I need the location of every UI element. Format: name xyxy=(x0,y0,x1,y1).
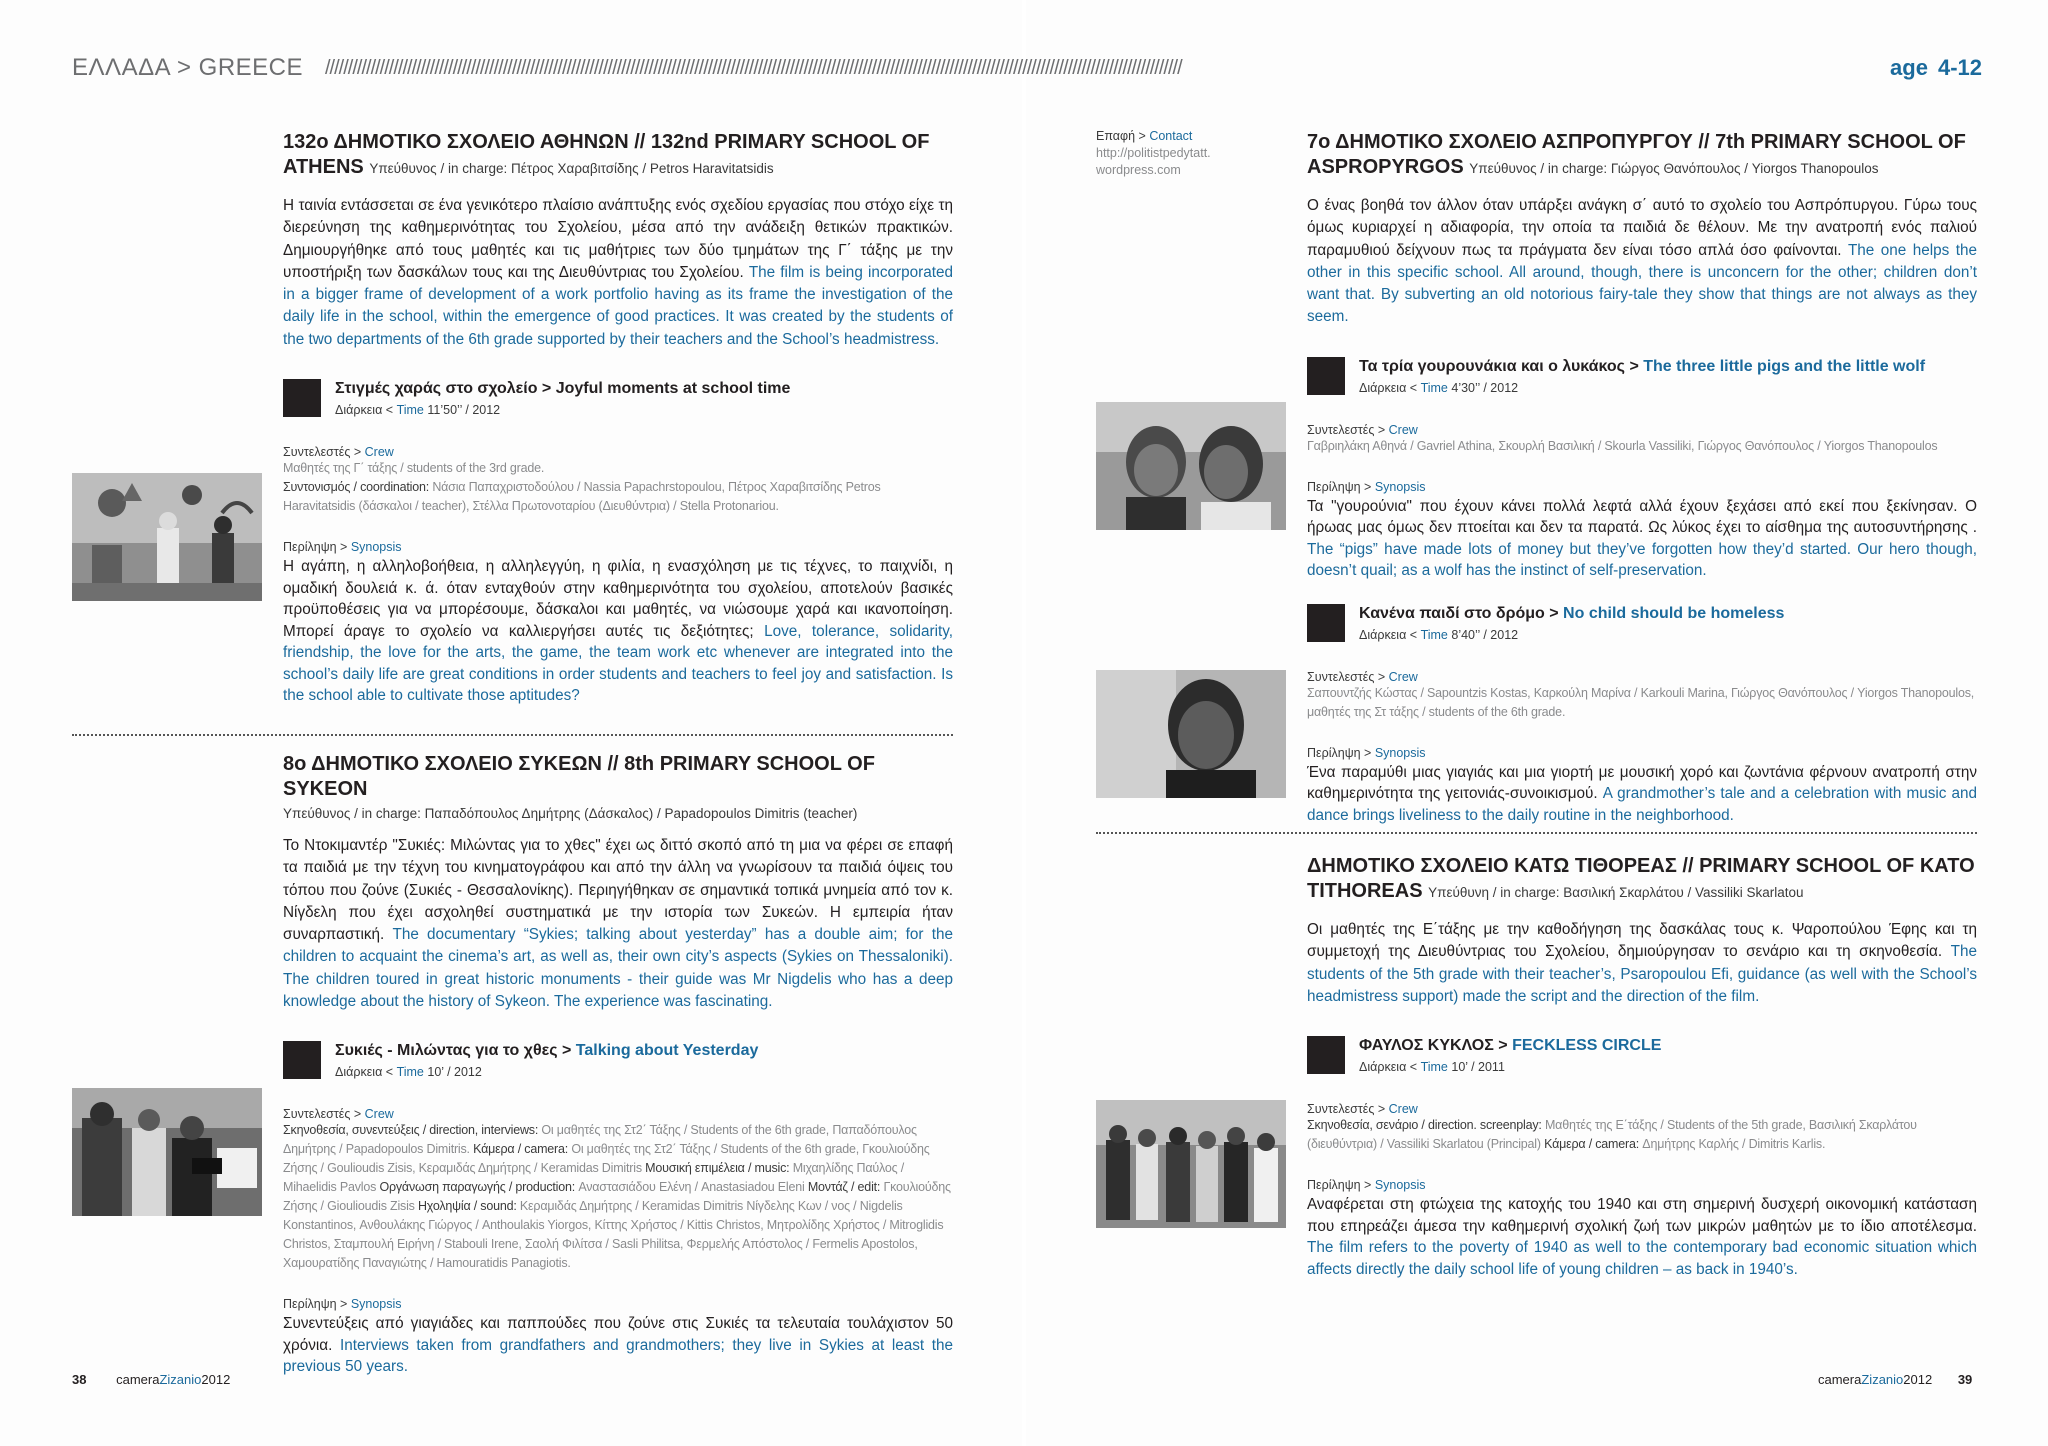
crew-label: Συντελεστές > Crew xyxy=(283,445,394,460)
section-divider xyxy=(1096,832,1977,834)
school-description: Το Ντοκιμαντέρ "Συκιές: Μιλώντας για το χθες" έχει ως διττό σκοπό από τη μια να φέρει σε επαφή τα παιδιά με την τέχνη του κινηματογράφου και από την άλλη να γνωρίσουν τα παιδιά όψεις του τόπου που ζούνε (Συκιές - Θεσσαλονίκης). Περιηγήθηκαν σε σημαντικά τοπικά μνημεία από τον κ. Νίγδελη που έχει ασχοληθεί συστηματικά με την ιστορία των Συκεών. Η εμπειρία ήταν συναρπαστική. The documentary “Sykies; talking about yesterday” has a double aim; for the children to acquaint the cinema’s art, as well as, their own city’s aspects (Sykies on Thessaloniki). The children toured in great historic monuments - their guide was Mr Nigdelis who has a deep knowledge about the history of Sykeon. The experience was fascinating. xyxy=(283,837,954,1011)
crew-text: Μαθητές της Γ΄ τάξης / students of the 3rd grade. Συντονισμός / coordination: Νάσια Παπαχριστοδούλου / Nassia Papachrstopoulou, Πέτρος Χαραβιτσίδης Petros Haravitatsidis (δάσκαλοι / teacher), Στέλλα Πρωτονοταρίου (Διευθύντρια) / Stella Protonariou. xyxy=(283,461,881,514)
crew-label: Συντελεστές > Crew xyxy=(1307,669,1418,684)
film-duration: Διάρκεια < Time 10’ / 2012 xyxy=(335,1065,482,1080)
in-charge: Υπεύθυνος / in charge: Πέτρος Χαραβιτσίδης / Petros Haravitatsidis xyxy=(369,161,774,176)
synopsis-text: Ένα παραμύθι μιας γιαγιάς και μια γιορτή με μουσική χορό και ζωντάνια φέρνουν ανατροπή στην καθημερινότητα της γειτονιάς-συνοικισμού. A grandmother’s tale and a celebration with music and dance brings liveliness to the daily routine in the neighborhood. xyxy=(1307,763,1977,824)
school-description: Οι μαθητές της Ε΄τάξης με την καθοδήγηση της δασκάλας τους κ. Ψαροπούλου Έφης και τη συμμετοχή της Διευθύντριας του Σχολείου, δημιούργησαν το σενάριο και τη σκηνοθεσία. The students of the 5th grade with their teacher’s, Psaropoulou Efi, guidance (as well with the School’s headmistress support) made the script and the direction of the film. xyxy=(1307,921,1977,1005)
page-header xyxy=(72,48,1982,88)
film-square-icon xyxy=(283,379,321,417)
page-number: 38 xyxy=(72,1372,87,1387)
contact-info: Επαφή > Contact http://politistpedytatt. wordpress.com xyxy=(1096,129,1211,177)
header-rule: //////////////////////////////////////////////////////////////////////////////////////////////////////////////////////////////////////////////////////////////////////////////////////////// xyxy=(325,56,1182,79)
contact-url-cont[interactable]: wordpress.com xyxy=(1096,163,1181,177)
synopsis-label: Περίληψη > Synopsis xyxy=(1307,1178,1426,1193)
film-title: Συκιές - Μιλώντας για το χθες > Talking about Yesterday xyxy=(335,1042,759,1060)
synopsis-text: Τα "γουρούνια" που έχουν κάνει πολλά λεφτά αλλά έχουν ξεχάσει από εκεί που ξεκίνησαν. Ο ήρωας μας όμως δεν πτοείται και δεν τα παρατά. Ως λύκος έχει το αίσθημα της αυτοσυντήρησης . The “pigs” have made lots of money but they’ve forgotten how they’d started. Our hero though, doesn’t quail; as a wolf has the instinct of self-preservation. xyxy=(1307,497,1977,580)
film-title: Στιγμές χαράς στο σχολείο > Joyful moments at school time xyxy=(335,380,791,398)
film-header xyxy=(1307,357,1977,399)
in-charge: Υπεύθυνος / in charge: Γιώργος Θανόπουλος / Yiorgos Thanopoulos xyxy=(1469,161,1879,176)
brand-logo: cameraZizanio2012 xyxy=(116,1372,231,1387)
film-duration: Διάρκεια < Time 8’40’’ / 2012 xyxy=(1359,627,1519,642)
film-duration: Διάρκεια < Time 4’30’’ / 2012 xyxy=(1359,380,1519,395)
film-square-icon xyxy=(1307,604,1345,642)
crew-label: Συντελεστές > Crew xyxy=(1307,422,1418,437)
school-entry-132-athens xyxy=(283,130,953,707)
school-title: 132ο ΔΗΜΟΤΙΚΟ ΣΧΟΛΕΙΟ ΑΘΗΝΩΝ // 132nd PRIMARY SCHOOL OF ATHENS Υπεύθυνος / in charge: Πέτρος Χαραβιτσίδης / Petros Haravitatsidis xyxy=(283,131,930,178)
synopsis-text: Συνεντεύξεις από γιαγιάδες και παππούδες που ζούνε στις Συκιές τα τελευταία τουλάχιστον 50 χρόνια. Interviews taken from grandfathers and grandmothers; they live in Sykies at least the previous 50 years. xyxy=(283,1315,954,1376)
film-title: ΦΑΥΛΟΣ ΚΥΚΛΟΣ > FECKLESS CIRCLE xyxy=(1359,1037,1662,1055)
section-divider xyxy=(72,734,953,736)
school-description: Η ταινία εντάσσεται σε ένα γενικότερο πλαίσιο ανάπτυξης ενός σχεδίου εργασίας που στόχο είχε τη διερεύνηση της καθημερινότητας του Σχολείου, μέσα από την ανάδειξη θετικών πρακτικών. Δημιουργήθηκε από τους μαθητές και τις μαθήτριες των δύο τμημάτων της Γ΄ τάξης με την υποστήριξη των δασκάλων τους και της Διευθύντριας του Σχολείου. The film is being incorporated in a bigger frame of development of a work portfolio having as its frame the investigation of the daily life in the school, within the emergence of good practices. It was created by the students of the two departments of the 6th grade supported by their teachers and the School’s headmistress. xyxy=(283,197,953,348)
school-title: ΔΗΜΟΤΙΚΟ ΣΧΟΛΕΙΟ ΚΑΤΩ ΤΙΘΟΡΕΑΣ // PRIMARY SCHOOL OF KATO TITHOREAS Υπεύθυνη / in charge: Βασιλική Σκαρλάτου / Vassiliki Skarlatou xyxy=(1307,855,1975,902)
school-entry-7-aspropyrgos xyxy=(1307,130,1977,826)
synopsis-label: Περίληψη > Synopsis xyxy=(1307,745,1426,760)
film-header xyxy=(1307,1036,1977,1078)
film-square-icon xyxy=(1307,1036,1345,1074)
film-title: Τα τρία γουρουνάκια και ο λυκάκος > The three little pigs and the little wolf xyxy=(1359,357,1926,375)
school-entry-8-sykeon xyxy=(283,752,953,1378)
page-number: 39 xyxy=(1957,1372,1973,1387)
synopsis-text: Αναφέρεται στη φτώχεια της κατοχής του 1940 και στη σημερινή δυσχερή οικονομική κατάσταση που επηρεάζει άμεσα την καθημερινή σχολική ζωή των μικρών μαθητών με το ίδιο αποτέλεσμα. The film refers to the poverty of 1940 as well to the contemporary bad economic situation which affects directly the daily school life of young children – as back in 1940’s. xyxy=(1307,1196,1977,1278)
crew-text: Σκηνοθεσία, συνεντεύξεις / direction, interviews: Οι μαθητές της Στ2΄ Τάξης / Students of the 6th grade, Παπαδόπουλος Δημήτρης / Papadopoulos Dimitris. Κάμερα / camera: Οι μαθητές της Στ2΄ Τάξης / Students of the 6th grade, Γκουλιούδης Ζήσης / Goulioudis Zisis, Κεραμιδάς Δημήτρης / Keramidas Dimitris Μουσική επιμέλεια / music: Μιχαηλίδης Παύλος / Mihaelidis Pavlos Οργάνωση παραγωγής / production: Αναστασιάδου Ελένη / Anastasiadou Eleni Μοντάζ / edit: Γκουλιούδης Ζήσης / Gioulioudis Zisis Ηχοληψία / sound: Κεραμιδάς Δημήτρης / Keramidas Dimitris Νίγδελης Κων / νος / Nigdelis Konstantinos, Ανθουλάκης Γιώργος / Anthoulakis Yiorgos, Κίττης Χρήστος / Kittis Christos, Μητρολίδης Χρήστος / Mitroglidis Christos, Σταμπουλή Ειρήνη / Stabouli Irene, Σαολή Φιλίτσα / Sasli Philitsa, Φερμελής Απόστολος / Fermelis Apostolos, Χαμουρατίδης Παναγιώτης / Hamouratidis Panagiotis. xyxy=(283,1123,951,1271)
synopsis-label: Περίληψη > Synopsis xyxy=(1307,479,1426,494)
school-description: Ο ένας βοηθά τον άλλον όταν υπάρξει ανάγκη σ΄ αυτό το σχολείο του Ασπρόπυργου. Γύρω τους όμως κυριαρχεί η αδιαφορία, την οποία τα παιδιά δε θέλουν. Με την ανατροπή ενός παλιού παραμυθιού δείχνουν πως τα πράγματα δεν είναι τόσο απλά όσο φαίνονται. The one helps the other in this specific school. All around, though, there is unconcern for the other; children don’t want that. By subverting an old notorious fairy-tale they show that things are not always as they seem. xyxy=(1307,197,1977,326)
synopsis-label: Περίληψη > Synopsis xyxy=(283,1297,402,1312)
crew-label: Συντελεστές > Crew xyxy=(283,1107,394,1122)
crew-text: Σκηνοθεσία, σενάριο / direction. screenplay: Μαθητές της Ε΄τάξης / Students of the 5th grade, Βασιλική Σκαρλάτου (διευθύντρια) / Vassiliki Skarlatou (Principal) Κάμερα / camera: Δημήτρης Καρλής / Dimitris Karlis. xyxy=(1307,1118,1917,1152)
page-footer-right xyxy=(1818,1372,1972,1387)
crew-label: Συντελεστές > Crew xyxy=(1307,1102,1418,1117)
synopsis-text: Η αγάπη, η αλληλοβοήθεια, η αλληλεγγύη, η φιλία, η ενασχόληση με τις τέχνες, το παιχνίδι, η ομαδική δουλειά κ. ά. όταν ενταχθούν στην καθημερινότητα του σχολείου, αποτελούν βασικές προϋποθέσεις για να μπορέσουμε, δάσκαλοι και μαθητές, να νιώσουμε χαρά και ικανοποίηση. Μπορεί άραγε το σχολείο να καλλιεργήσει αυτές τις δεξιότητες; Love, tolerance, solidarity, friendship, the love for the arts, the game, the team work etc whenever are integrated into the school’s daily life are great conditions in order students and teachers to feel joy and satisfaction. Is the school able to cultivate those aptitudes? xyxy=(283,558,953,705)
film-duration: Διάρκεια < Time 11’50’’ / 2012 xyxy=(335,403,501,418)
film-title: Κανένα παιδί στο δρόμο > No child should be homeless xyxy=(1359,604,1785,622)
age-label: age 4-12 xyxy=(1890,55,1982,80)
section-title: ΕΛΛΑΔΑ > GREECE xyxy=(72,54,303,81)
crew-text: Γαβριηλάκη Αθηνά / Gavriel Athina, Σκουρλή Βασιλική / Skourla Vassiliki, Γιώργος Θανόπουλος / Yiorgos Thanopoulos xyxy=(1307,438,1938,453)
film-still-no-child-homeless xyxy=(1096,670,1286,798)
in-charge: Υπεύθυνος / in charge: Παπαδόπουλος Δημήτρης (Δάσκαλος) / Papadopoulos Dimitris (teacher) xyxy=(283,806,858,821)
film-still-joyful-moments xyxy=(72,473,262,601)
film-still-talking-about-yesterday xyxy=(72,1088,262,1216)
film-header xyxy=(283,379,953,421)
film-still-feckless-circle xyxy=(1096,1100,1286,1228)
school-title: 7ο ΔΗΜΟΤΙΚΟ ΣΧΟΛΕΙΟ ΑΣΠΡΟΠΥΡΓΟΥ // 7th PRIMARY SCHOOL OF ASPROPYRGOS Υπεύθυνος / in charge: Γιώργος Θανόπουλος / Yiorgos Thanopoulos xyxy=(1307,131,1966,178)
film-header xyxy=(283,1041,953,1083)
contact-url[interactable]: http://politistpedytatt. xyxy=(1096,146,1211,160)
school-entry-kato-tithoreas xyxy=(1307,854,1977,1280)
synopsis-label: Περίληψη > Synopsis xyxy=(283,540,402,555)
page-footer-left xyxy=(72,1372,230,1387)
age-range: 4-12 xyxy=(1937,55,1982,80)
in-charge: Υπεύθυνη / in charge: Βασιλική Σκαρλάτου / Vassiliki Skarlatou xyxy=(1428,885,1804,900)
school-title: 8ο ΔΗΜΟΤΙΚΟ ΣΧΟΛΕΙΟ ΣΥΚΕΩΝ // 8th PRIMARY SCHOOL OF SYKEON xyxy=(283,753,875,800)
film-square-icon xyxy=(283,1041,321,1079)
film-header xyxy=(1307,604,1977,646)
film-duration: Διάρκεια < Time 10’ / 2011 xyxy=(1359,1060,1505,1075)
brand-logo: cameraZizanio2012 xyxy=(1818,1372,1933,1387)
film-square-icon xyxy=(1307,357,1345,395)
film-still-three-little-pigs xyxy=(1096,402,1286,530)
crew-text: Σαπουντζής Κώστας / Sapountzis Kostas, Καρκούλη Μαρίνα / Karkouli Marina, Γιώργος Θανόπουλος / Yiorgos Thanopoulos, μαθητές της Στ τάξης / students of the 6th grade. xyxy=(1307,685,1975,719)
